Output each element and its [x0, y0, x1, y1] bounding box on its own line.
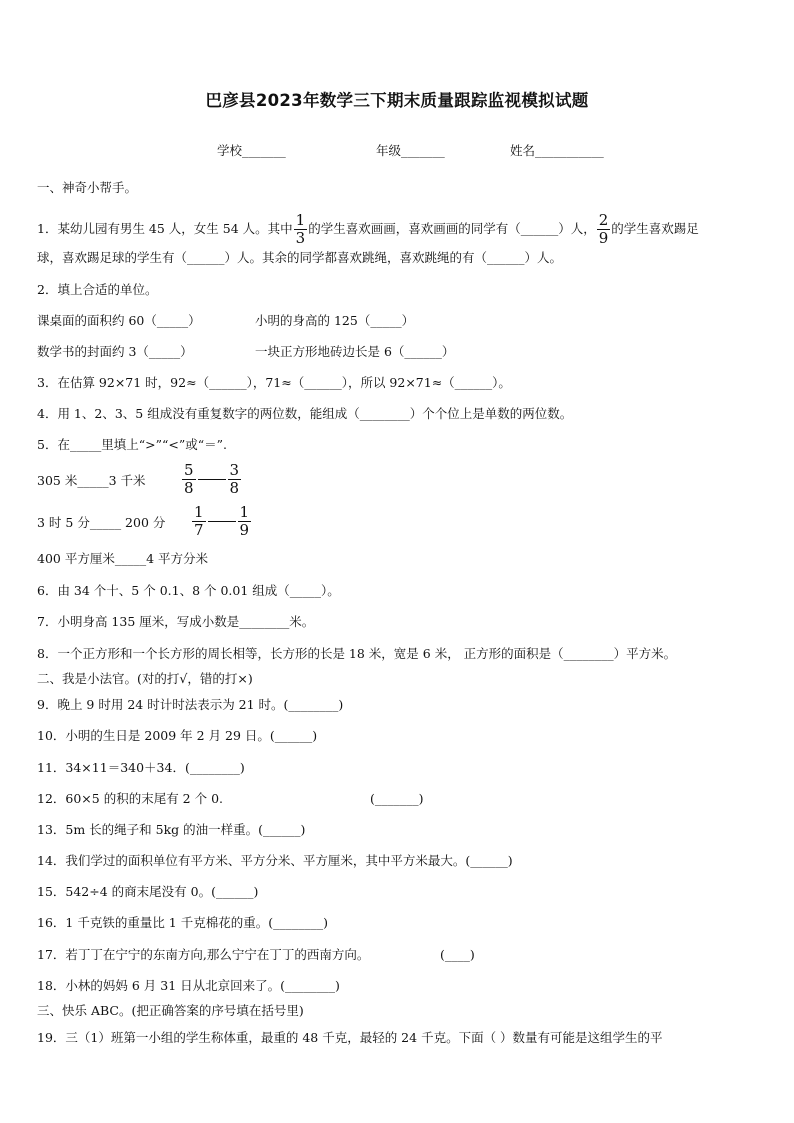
question-12-answer-blank: (_______) — [370, 791, 424, 806]
question-10: 10．小明的生日是 2009 年 2 月 29 日。(______) — [37, 728, 318, 743]
question-1-line-2: 球，喜欢踢足球的学生有（______）人。其余的同学都喜欢跳绳，喜欢跳绳的有（______）人。 — [37, 250, 563, 265]
question-2-heading: 2．填上合适的单位。 — [37, 282, 158, 297]
question-17-answer-blank: (____) — [440, 947, 475, 962]
question-2-item-c: 数学书的封面约 3（_____） — [37, 344, 193, 359]
fraction-three-eighths: $\frac{3}{8}$ — [229, 461, 240, 497]
question-14: 14．我们学过的面积单位有平方米、平方分米、平方厘米，其中平方米最大。(______) — [37, 853, 513, 868]
fraction-compare-1 — [181, 462, 242, 497]
question-1-text-a: 1．某幼儿园有男生 45 人，女生 54 人。其中 — [37, 221, 293, 236]
section-heading-3: 三、快乐 ABC。(把正确答案的序号填在括号里) — [37, 1003, 304, 1018]
question-6: 6．由 34 个十、5 个 0.1、8 个 0.01 组成（_____）。 — [37, 583, 340, 598]
question-11: 11．34×11＝340＋34．(________) — [37, 760, 245, 775]
question-5-item-b: 3 时 5 分_____ 200 分 — [37, 515, 166, 530]
question-13: 13．5m 长的绳子和 5kg 的油一样重。(______) — [37, 822, 306, 837]
fraction-compare-2 — [191, 504, 252, 539]
question-1 — [37, 212, 699, 247]
question-16: 16．1 千克铁的重量比 1 千克棉花的重。(________) — [37, 915, 328, 930]
fraction-two-ninths: $\frac{2}{9}$ — [598, 211, 609, 247]
question-15: 15．542÷4 的商末尾没有 0。(______) — [37, 884, 259, 899]
question-5-item-a: 305 米_____3 千米 — [37, 473, 146, 488]
name-field: 姓名___________ — [510, 143, 604, 158]
question-3: 3．在估算 92×71 时，92≈（______），71≈（______），所以 92×71≈（______）。 — [37, 375, 511, 390]
question-1-text-c: 的学生喜欢踢足 — [611, 221, 699, 236]
fraction-one-ninth: $\frac{1}{9}$ — [239, 503, 250, 539]
question-17: 17．若丁丁在宁宁的东南方向,那么宁宁在丁丁的西南方向。 — [37, 947, 370, 962]
question-19: 19．三（1）班第一小组的学生称体重，最重的 48 千克，最轻的 24 千克。下面（ ）数量有可能是这组学生的平 — [37, 1030, 663, 1045]
question-2-item-a: 课桌面的面积约 60（_____） — [37, 313, 201, 328]
question-5-heading: 5．在_____里填上“>”“<”或“＝”. — [37, 437, 227, 452]
fraction-one-seventh: $\frac{1}{7}$ — [194, 503, 204, 539]
fraction-five-eighths: $\frac{5}{8}$ — [184, 461, 194, 497]
question-5-item-c: 400 平方厘米_____4 平方分米 — [37, 551, 209, 566]
section-heading-1: 一、神奇小帮手。 — [37, 180, 138, 195]
question-4: 4．用 1、2、3、5 组成没有重复数字的两位数，能组成（________）个个位上是单数的两位数。 — [37, 406, 573, 421]
question-7: 7．小明身高 135 厘米，写成小数是________米。 — [37, 614, 315, 629]
question-2-item-d: 一块正方形地砖边长是 6（______） — [255, 344, 455, 359]
question-1-text-b: 的学生喜欢画画，喜欢画画的同学有（______）人， — [308, 221, 596, 236]
section-heading-2: 二、我是小法官。(对的打√，错的打×) — [37, 671, 253, 686]
question-9: 9．晚上 9 时用 24 时计时法表示为 21 时。(________) — [37, 697, 344, 712]
grade-field: 年级_______ — [376, 143, 445, 158]
fraction-one-third: $\frac{1}{3}$ — [295, 211, 306, 247]
blank-line — [198, 479, 226, 480]
question-18: 18．小林的妈妈 6 月 31 日从北京回来了。(________) — [37, 978, 340, 993]
question-2-item-b: 小明的身高的 125（_____） — [255, 313, 415, 328]
question-8: 8．一个正方形和一个长方形的周长相等，长方形的长是 18 米，宽是 6 米， 正方形的面积是（________）平方米。 — [37, 646, 677, 661]
page-title: 巴彦县2023年数学三下期末质量跟踪监视模拟试题 — [205, 91, 589, 110]
blank-line — [208, 521, 236, 522]
school-field: 学校_______ — [217, 143, 286, 158]
question-12: 12．60×5 的积的末尾有 2 个 0. — [37, 791, 224, 806]
